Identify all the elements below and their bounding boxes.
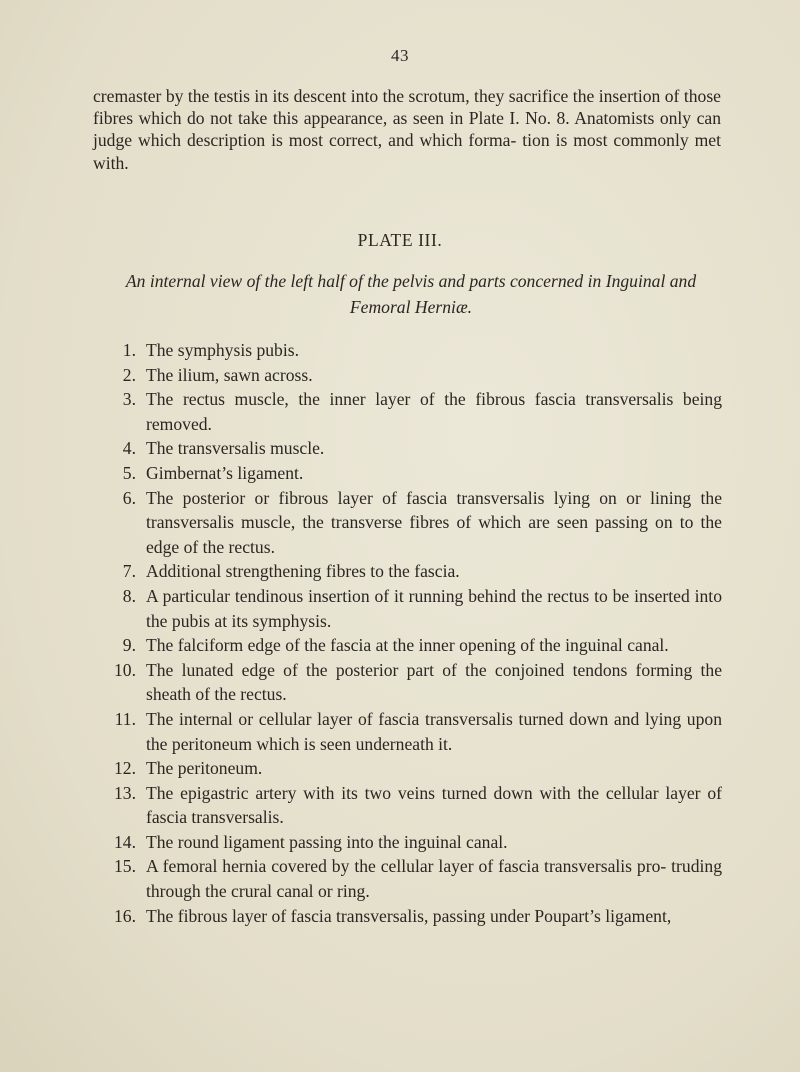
legend-number: 5. (122, 462, 136, 483)
legend-item (100, 338, 722, 363)
legend-number: 8. (122, 585, 136, 606)
legend-item (100, 756, 722, 781)
legend-number: 4. (122, 438, 136, 459)
legend-text: The epigastric artery with its two veins turned down with the cellular layer of fascia transversalis. (146, 782, 722, 828)
intro-paragraph: cremaster by the testis in its descent into the scrotum, they sacrifice the insertion of those fibres which do not take this appearance, as seen in Plate I. No. 8. Anatomists only can judge which description is most correct, and which forma- tion is most commonly met with. (93, 86, 721, 173)
legend-text: The falciform edge of the fascia at the inner opening of the inguinal canal. (146, 635, 669, 656)
legend-number: 7. (122, 561, 136, 582)
legend-item (100, 781, 722, 830)
legend-text: The round ligament passing into the inguinal canal. (146, 831, 508, 852)
plate-title: PLATE III. (357, 230, 443, 250)
legend-number: 9. (122, 635, 136, 656)
legend-number: 14. (114, 831, 136, 852)
legend-number: 13. (114, 782, 136, 803)
legend-item (100, 658, 722, 707)
legend-number: 11. (114, 708, 136, 729)
legend-text: The rectus muscle, the inner layer of the fibrous fascia transversalis being removed. (146, 389, 722, 434)
legend-number: 6. (122, 487, 136, 508)
legend-text: The internal or cellular layer of fascia transversalis turned down and lying upon the peritoneum which is seen underneath it. (146, 708, 722, 754)
legend-item (100, 486, 722, 560)
legend-item (100, 363, 722, 388)
legend-number: 2. (122, 364, 136, 385)
legend-text: The symphysis pubis. (146, 340, 299, 360)
legend-text: A femoral hernia covered by the cellular layer of fascia transversalis pro- truding through the crural canal or ring. (146, 856, 722, 902)
legend-item (100, 461, 722, 486)
legend-text: Gimbernat’s ligament. (146, 462, 304, 483)
legend-number: 12. (114, 758, 136, 779)
plate-legend-list (100, 338, 722, 928)
legend-text: The posterior or fibrous layer of fascia transversalis lying on or lining the transversalis muscle, the transverse fibres of which are seen passing on to the edge of the rectus. (146, 487, 722, 557)
legend-text: The lunated edge of the posterior part of the conjoined tendons forming the sheath of the rectus. (146, 659, 722, 705)
legend-item (100, 854, 722, 903)
legend-text: The transversalis muscle. (146, 438, 325, 459)
legend-item (100, 436, 722, 461)
legend-text: A particular tendinous insertion of it running behind the rectus to be inserted into the pubis at its symphysis. (146, 585, 722, 631)
legend-item (100, 387, 722, 436)
legend-item (100, 707, 722, 756)
legend-text: The peritoneum. (146, 758, 263, 779)
legend-number: 10. (114, 659, 136, 680)
legend-text: The fibrous layer of fascia transversalis, passing under Poupart’s ligament, (146, 905, 672, 926)
legend-number: 1. (122, 340, 136, 360)
legend-item (100, 633, 722, 658)
legend-number: 15. (114, 856, 136, 877)
legend-text: The ilium, sawn across. (146, 364, 313, 385)
legend-item (100, 904, 722, 929)
legend-item (100, 584, 722, 633)
legend-item (100, 559, 722, 584)
page-number: 43 (391, 46, 409, 65)
legend-item (100, 830, 722, 855)
legend-number: 16. (114, 905, 136, 926)
legend-number: 3. (122, 389, 136, 410)
legend-text: Additional strengthening fibres to the fascia. (146, 561, 460, 582)
plate-subtitle: An internal view of the left half of the pelvis and parts concerned in Inguinal and Femoral Herniæ. (125, 271, 697, 317)
